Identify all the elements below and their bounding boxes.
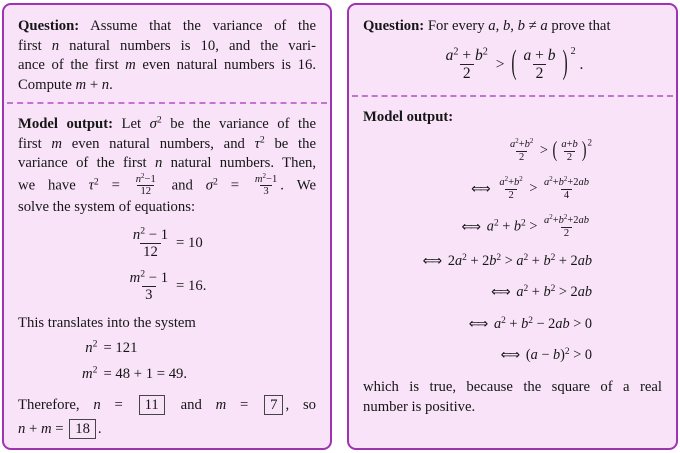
model-paragraph-line: first m even natural numbers, and $\tau^2$ be the (18, 134, 316, 152)
equation-lhs: $\frac{m^2 - 1}{3}$ (129, 268, 169, 304)
model-paragraph-line: Model output: Let $\sigma^2$ be the variance of the (18, 114, 316, 132)
right-model-output-section (349, 97, 676, 426)
conclusion-line: which is true, because the square of a real (363, 379, 662, 396)
equation-system-fractions (18, 227, 316, 304)
model-output-label: Model output: (363, 108, 454, 125)
question-line: ance of the first m even natural numbers is 16. (18, 57, 316, 73)
model-paragraph-line: variance of the first n natural numbers. Then, (18, 155, 316, 171)
derivation-line: ⇐⇒ $\frac{a^2+b^2}{2}$ > $\frac{a^2+b^2+2ab}{4}$ (471, 176, 589, 201)
derivation-steps (363, 139, 592, 365)
question-line: first n natural numbers is 10, and the vari- (18, 37, 316, 54)
model-paragraph-line: solve the system of equations: (18, 199, 196, 216)
conclusion-line: number is positive. (363, 398, 476, 415)
derivation-line: ⇐⇒ $a^2 + b^2$ > $\frac{a^2+b^2+2ab}{2}$ (461, 214, 589, 239)
derivation-line: ⇐⇒ $a^2 + b^2 > 2ab$ (491, 284, 592, 301)
equation-rhs: = 48 + 1 = 49. (103, 366, 188, 382)
model-paragraph-line: we have $\tau^2$ = $\frac{n^2-1}{12}$ and $\sigma^2$ = $\frac{m^2-1}{3}$ . We (18, 171, 316, 198)
derivation-line: $\frac{a^2+b^2}{2}$ > ( $\frac{a+b}{2}$ )$^2$ (509, 137, 592, 163)
equation-lhs: $\frac{n^2 - 1}{12}$ (132, 225, 169, 261)
equation-lhs: $m^2$ (82, 364, 98, 382)
right-example-card (347, 3, 678, 450)
answer-line: n + m = 18 . (18, 421, 102, 437)
mid-text: This translates into the system (18, 314, 196, 331)
left-example-card (2, 3, 332, 450)
question-line: Question: Assume that the variance of the (18, 18, 316, 34)
derivation-line: ⇐⇒ $a^2 + b^2 - 2ab > 0$ (468, 315, 592, 332)
question-line: Question: For every a, b, b ≠ a prove that (363, 18, 611, 34)
equation-system-squares (18, 340, 316, 383)
equation-lhs: $n^2$ (85, 338, 98, 356)
equation-rhs: = 121 (103, 340, 138, 356)
derivation-line: ⇐⇒ $(a - b)^2 > 0$ (500, 346, 592, 364)
derivation-line: ⇐⇒ $2a^2 + 2b^2 > a^2 + b^2 + 2ab$ (422, 252, 592, 269)
answer-line: Therefore, n = 11 and m = 7 , so (18, 397, 317, 413)
equation-rhs: = 10 (176, 235, 203, 252)
right-question-section (349, 5, 676, 95)
question-display-equation: $\frac{a^2 + b^2}{2}$ > ( $\frac{a + b}{2}$ ) $^2$ . (445, 43, 584, 83)
equation-rhs: = 16. (176, 278, 207, 295)
left-model-output-section (4, 104, 330, 449)
question-line: Compute m + n. (18, 76, 113, 93)
left-question-section (4, 5, 330, 102)
